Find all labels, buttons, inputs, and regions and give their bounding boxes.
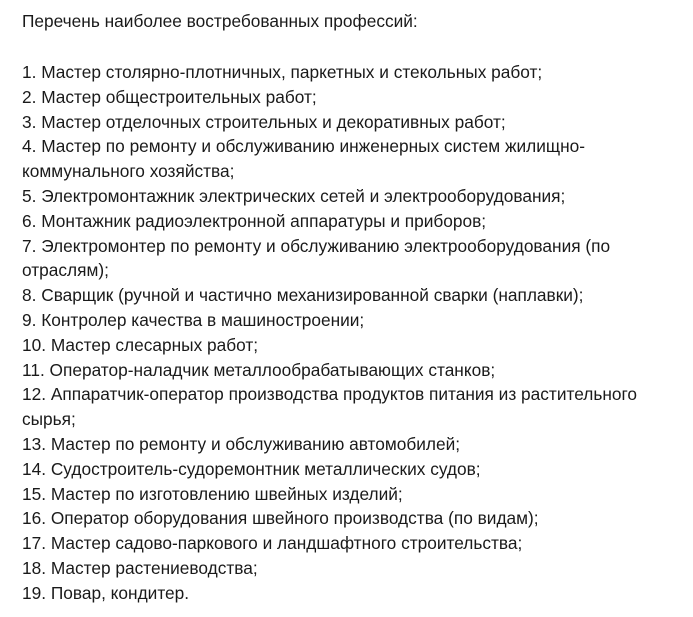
list-item-5: 5. Электромонтажник электрических сетей и электрооборудования; [22, 185, 566, 206]
list-item-15: 15. Мастер по изготовлению швейных изделий; [22, 483, 403, 504]
list-item-13: 13. Мастер по ремонту и обслуживанию автомобилей; [22, 433, 461, 454]
list-item-9: 9. Контролер качества в машиностроении; [22, 309, 365, 330]
profession-list [22, 60, 679, 606]
list-item-14: 14. Судостроитель-судоремонтник металлических судов; [22, 458, 481, 479]
list-item-2: 2. Мастер общестроительных работ; [22, 86, 317, 107]
list-item-10: 10. Мастер слесарных работ; [22, 334, 259, 355]
list-item-8: 8. Сварщик (ручной и частично механизированной сварки (наплавки); [22, 285, 584, 306]
list-item-7: 7. Электромонтер по ремонту и обслуживанию электрооборудования (по отраслям); [22, 235, 611, 281]
list-item-11: 11. Оператор-наладчик металлообрабатывающих станков; [22, 359, 496, 380]
list-item-4: 4. Мастер по ремонту и обслуживанию инженерных систем жилищно-коммунального хозяйства; [22, 136, 586, 182]
list-item-18: 18. Мастер растениеводства; [22, 557, 258, 578]
list-item-19: 19. Повар, кондитер. [22, 582, 190, 603]
list-item-17: 17. Мастер садово-паркового и ландшафтного строительства; [22, 533, 523, 554]
list-item-3: 3. Мастер отделочных строительных и декоративных работ; [22, 111, 506, 132]
blank-line [22, 34, 679, 60]
list-item-1: 1. Мастер столярно-плотничных, паркетных и стекольных работ; [22, 62, 543, 82]
list-item-6: 6. Монтажник радиоэлектронной аппаратуры и приборов; [22, 210, 487, 231]
list-item-16: 16. Оператор оборудования швейного производства (по видам); [22, 508, 539, 529]
list-item-12: 12. Аппаратчик-оператор производства продуктов питания из растительного сырья; [22, 384, 638, 430]
document-heading: Перечень наиболее востребованных профессий: [22, 11, 418, 31]
